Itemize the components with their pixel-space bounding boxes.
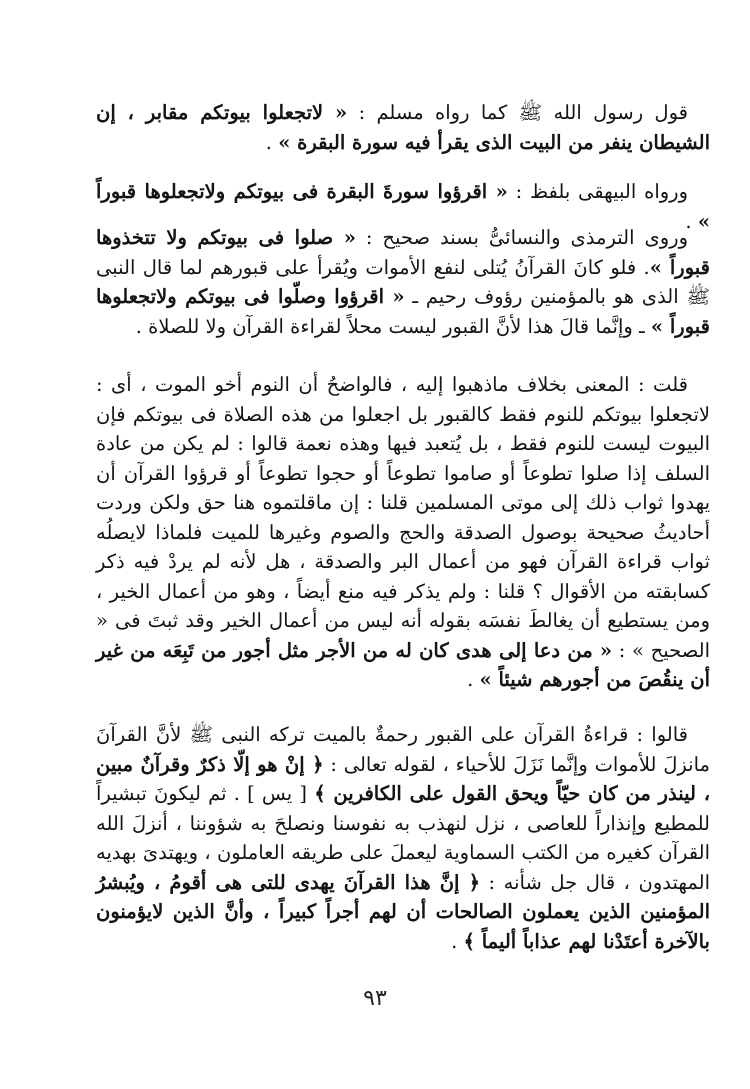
- paragraph-text: [96, 720, 710, 956]
- text-segment: . فلو كانَ القرآنُ يُتلى لنفع الأموات ويُقرأ على قبورهم لما قال النبى ﷺ الذى هو بالمؤمنين رؤوف رحيم ـ: [96, 255, 711, 308]
- paragraph-5: [96, 720, 710, 956]
- page-number: ٩٣: [363, 986, 387, 1011]
- text-segment: قالوا : قراءةُ القرآن على القبور رحمةٌ بالميت تركه النبى ﷺ لأنَّ القرآنَ مانزلَ للأموات وإنَّما نَزَلَ للأحياء ، لقوله تعالى :: [96, 723, 710, 776]
- paragraph-3: [96, 223, 710, 341]
- text-segment: .: [467, 668, 480, 691]
- text-segment: [ يس ] . ثم ليكونَ تبشيراً للمطيع وإنذاراً للعاصى ، نزل لنهذب به نفوسنا ونصلحَ به شؤوننا ، أنزلَ الله القرآن كغيره من الكتب السماوية ليعملَ على طريقه العاملون ، ويهتدىَ بهديه المهتدون ، قال جل شأنه :: [96, 782, 710, 894]
- text-segment: قول رسول الله ﷺ كما رواه مسلم :: [347, 101, 688, 124]
- quran-verse: ﴿ إنَّ هذا القرآنَ يهدى للتى هى أقومُ ، ويُبشرُ المؤمنين الذين يعملون الصالحات أن لهم أجراً كبيراً ، وأنَّ الذين لايؤمنون بالآخرة أعتَدْنا لهم عذاباً أليماً ﴾: [96, 870, 710, 953]
- paragraph-4: [96, 370, 710, 695]
- text-segment: .: [451, 929, 464, 953]
- text-segment: ـ وإنَّما قالَ هذا لأنَّ القبور ليست محلاً لقراءة القرآن ولا للصلاة .: [135, 314, 651, 338]
- text-segment: ورواه البيهقى بلفظ :: [507, 180, 688, 203]
- text-segment: .: [265, 130, 279, 154]
- paragraph-1: [96, 98, 710, 157]
- text-segment: قلت : المعنى بخلاف ماذهبوا إليه ، فالواضحُ أن النوم أخو الموت ، أى : لاتجعلوا بيوتكم للنوم فقط كالقبور بل اجعلوا من هذه الصلاة فى بيوتكم فإن البيوت ليست للنوم فقط ، بل يُتعبد فيها وهذه نعمة قالوا : لم يكن من عادة السلف إذا صلوا تطوعاً أو صاموا تطوعاً أو حجوا تطوعاً أو قرؤوا القرآن أن يهدوا ثواب ذلك إلى موتى المسلمين قلنا : إن ماقلتموه هنا حق ولكن وردت أحاديثُ صحيحة بوصول الصدقة والحج والصوم وغيرها للميت فلماذا لايصلُه ثواب قراءة القرآن فهو من أعمال البر والصدقة ، هل لأنه لم يردْ فيه ذكر كسابقته من الأقوال ؟ قلنا : ولم يذكر فيه منع أيضاً ، وهو من أعمال الخير ، ومن يستطيع أن يغالطَ نفسَه بقوله أنه ليس من أعمال الخير وقد ثبتَ فى « الصحيح » :: [96, 373, 710, 662]
- hadith-quote: « اقرؤوا وصلّوا فى بيوتكم ولاتجعلوها قبوراً »: [96, 285, 710, 338]
- text-segment: .: [685, 209, 698, 233]
- hadith-quote: « صلوا فى بيوتكم ولا تتخذوها قبوراً »: [96, 226, 711, 279]
- hadith-quote: « اقرؤوا سورةَ البقرة فى بيوتكم ولاتجعلوها قبوراً »: [96, 180, 710, 233]
- quran-verse: ﴿ إنْ هو إلّا ذكرٌ وقرآنٌ مبين ، لينذر من كان حيّاً ويحق القول على الكافرين ﴾: [96, 752, 710, 805]
- hadith-quote: « من دعا إلى هدى كان له من الأجر مثل أجور من تَبِعَه من غير أن ينقُصَ من أجورهم شيئاً »: [96, 638, 710, 691]
- paragraph-text: [96, 223, 710, 341]
- paragraph-text: [96, 98, 710, 157]
- paragraph-text: [96, 370, 710, 695]
- text-segment: وروى الترمذى والنسائىُّ بسند صحيح :: [355, 226, 688, 249]
- hadith-quote: « لاتجعلوا بيوتكم مقابر ، إن الشيطان ينفر من البيت الذى يقرأ فيه سورة البقرة »: [96, 101, 710, 154]
